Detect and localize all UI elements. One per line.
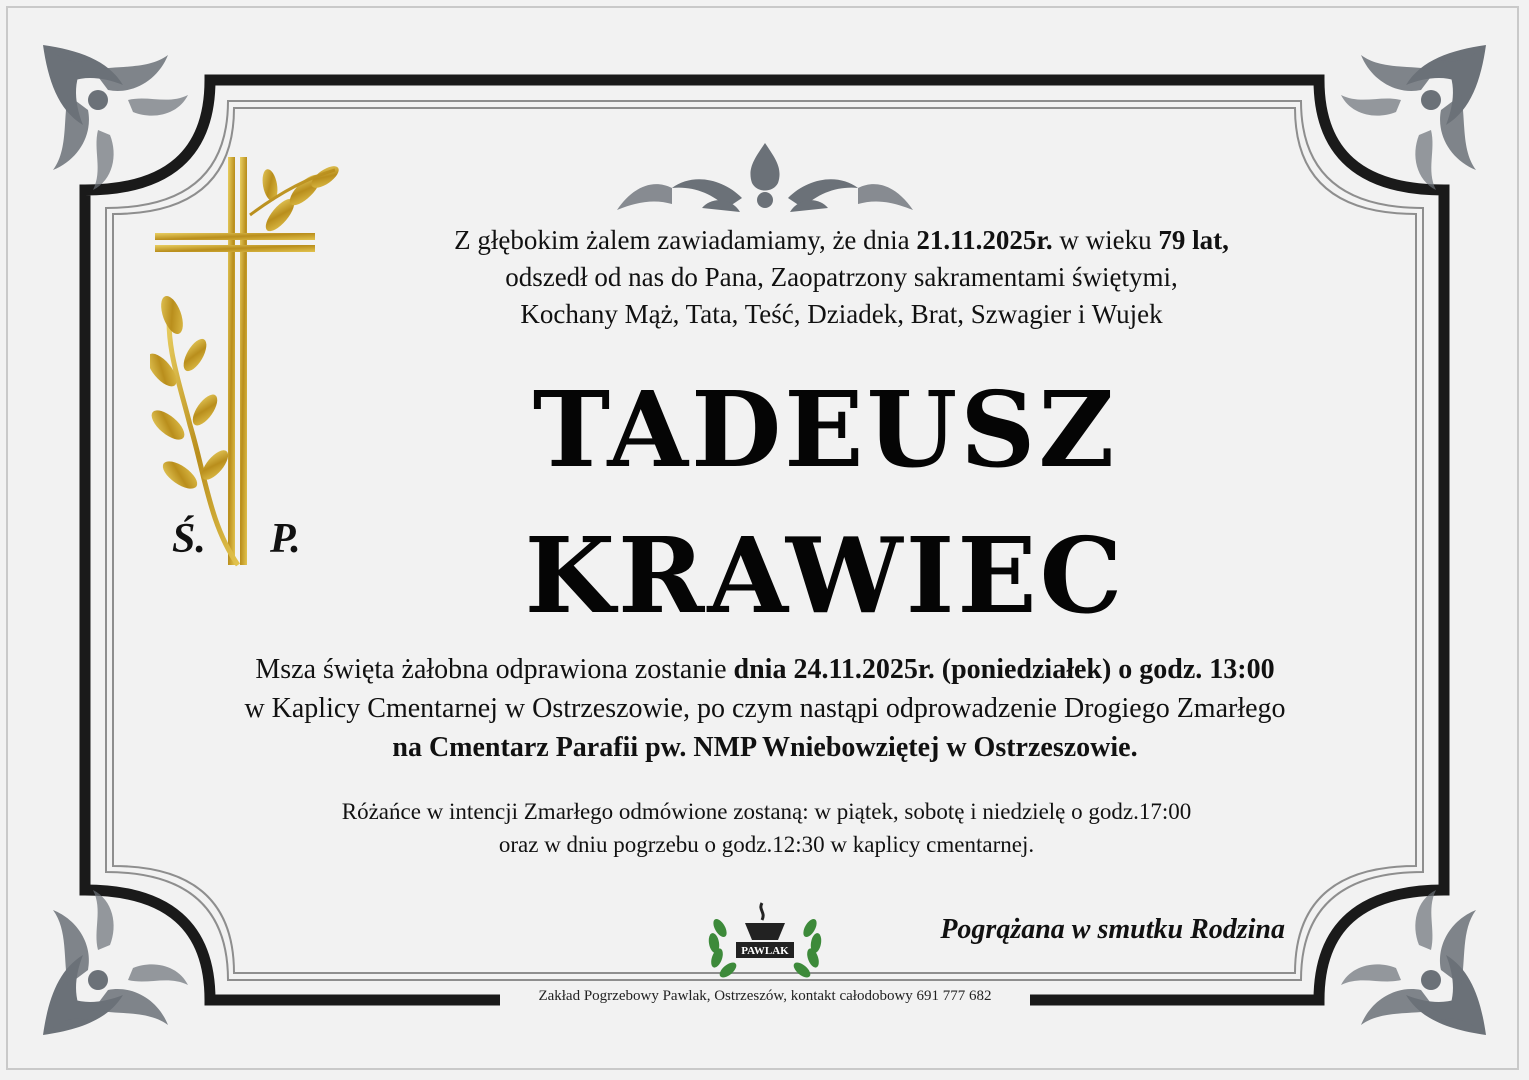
mass-line-1-pre: Msza święta żałobna odprawiona zostanie — [255, 654, 734, 685]
intro-line-1-pre: Z głębokim żalem zawiadamiamy, że dnia — [454, 225, 917, 255]
footer-contact: Zakład Pogrzebowy Pawlak, Ostrzeszów, kontakt całodobowy 691 777 682 — [500, 985, 1030, 1007]
mass-line-2: w Kaplicy Cmentarnej w Ostrzeszowie, po czym nastąpi odprowadzenie Drogiego Zmarłego — [244, 693, 1286, 724]
age: 79 lat, — [1158, 225, 1229, 255]
sp-initial-left: Ś. — [172, 516, 206, 562]
intro-text — [340, 222, 1343, 333]
mass-line-3: na Cmentarz Parafii pw. NMP Wniebowziętej w Ostrzeszowie. — [392, 732, 1138, 763]
floral-corner-icon — [38, 870, 208, 1040]
rosary-info — [200, 795, 1333, 861]
intro-line-2: odszedł od nas do Pana, Zaopatrzony sakramentami świętymi, — [505, 262, 1178, 292]
deceased-first-name: TADEUSZ — [532, 368, 1118, 491]
signature: Pogrążana w smutku Rodzina — [940, 914, 1285, 945]
floral-corner-icon — [1321, 870, 1491, 1040]
intro-line-1 — [340, 222, 1343, 259]
intro-line-1-mid: w wieku — [1052, 225, 1159, 255]
rosary-line-1: Różańce w intencji Zmarłego odmówione zostaną: w piątek, sobotę i niedzielę o godz.17:00 — [341, 799, 1192, 824]
deceased-last-name: KRAWIEC — [524, 514, 1126, 637]
logo-text: PAWLAK — [741, 945, 789, 957]
floral-corner-icon — [1321, 40, 1491, 210]
top-ornament-icon — [612, 138, 918, 218]
sp-initial-right: P. — [270, 516, 301, 562]
mass-info — [140, 650, 1390, 767]
mass-date-time: dnia 24.11.2025r. (poniedziałek) o godz. 13:00 — [733, 654, 1275, 685]
gold-cross-icon — [150, 155, 340, 570]
intro-line-3: Kochany Mąż, Tata, Teść, Dziadek, Brat, Szwagier i Wujek — [520, 299, 1163, 329]
death-date: 21.11.2025r. — [916, 225, 1053, 255]
mass-line-1 — [140, 650, 1390, 689]
rosary-line-2: oraz w dniu pogrzebu o godz.12:30 w kaplicy cmentarnej. — [498, 832, 1035, 857]
urn-wreath-icon — [700, 898, 830, 983]
